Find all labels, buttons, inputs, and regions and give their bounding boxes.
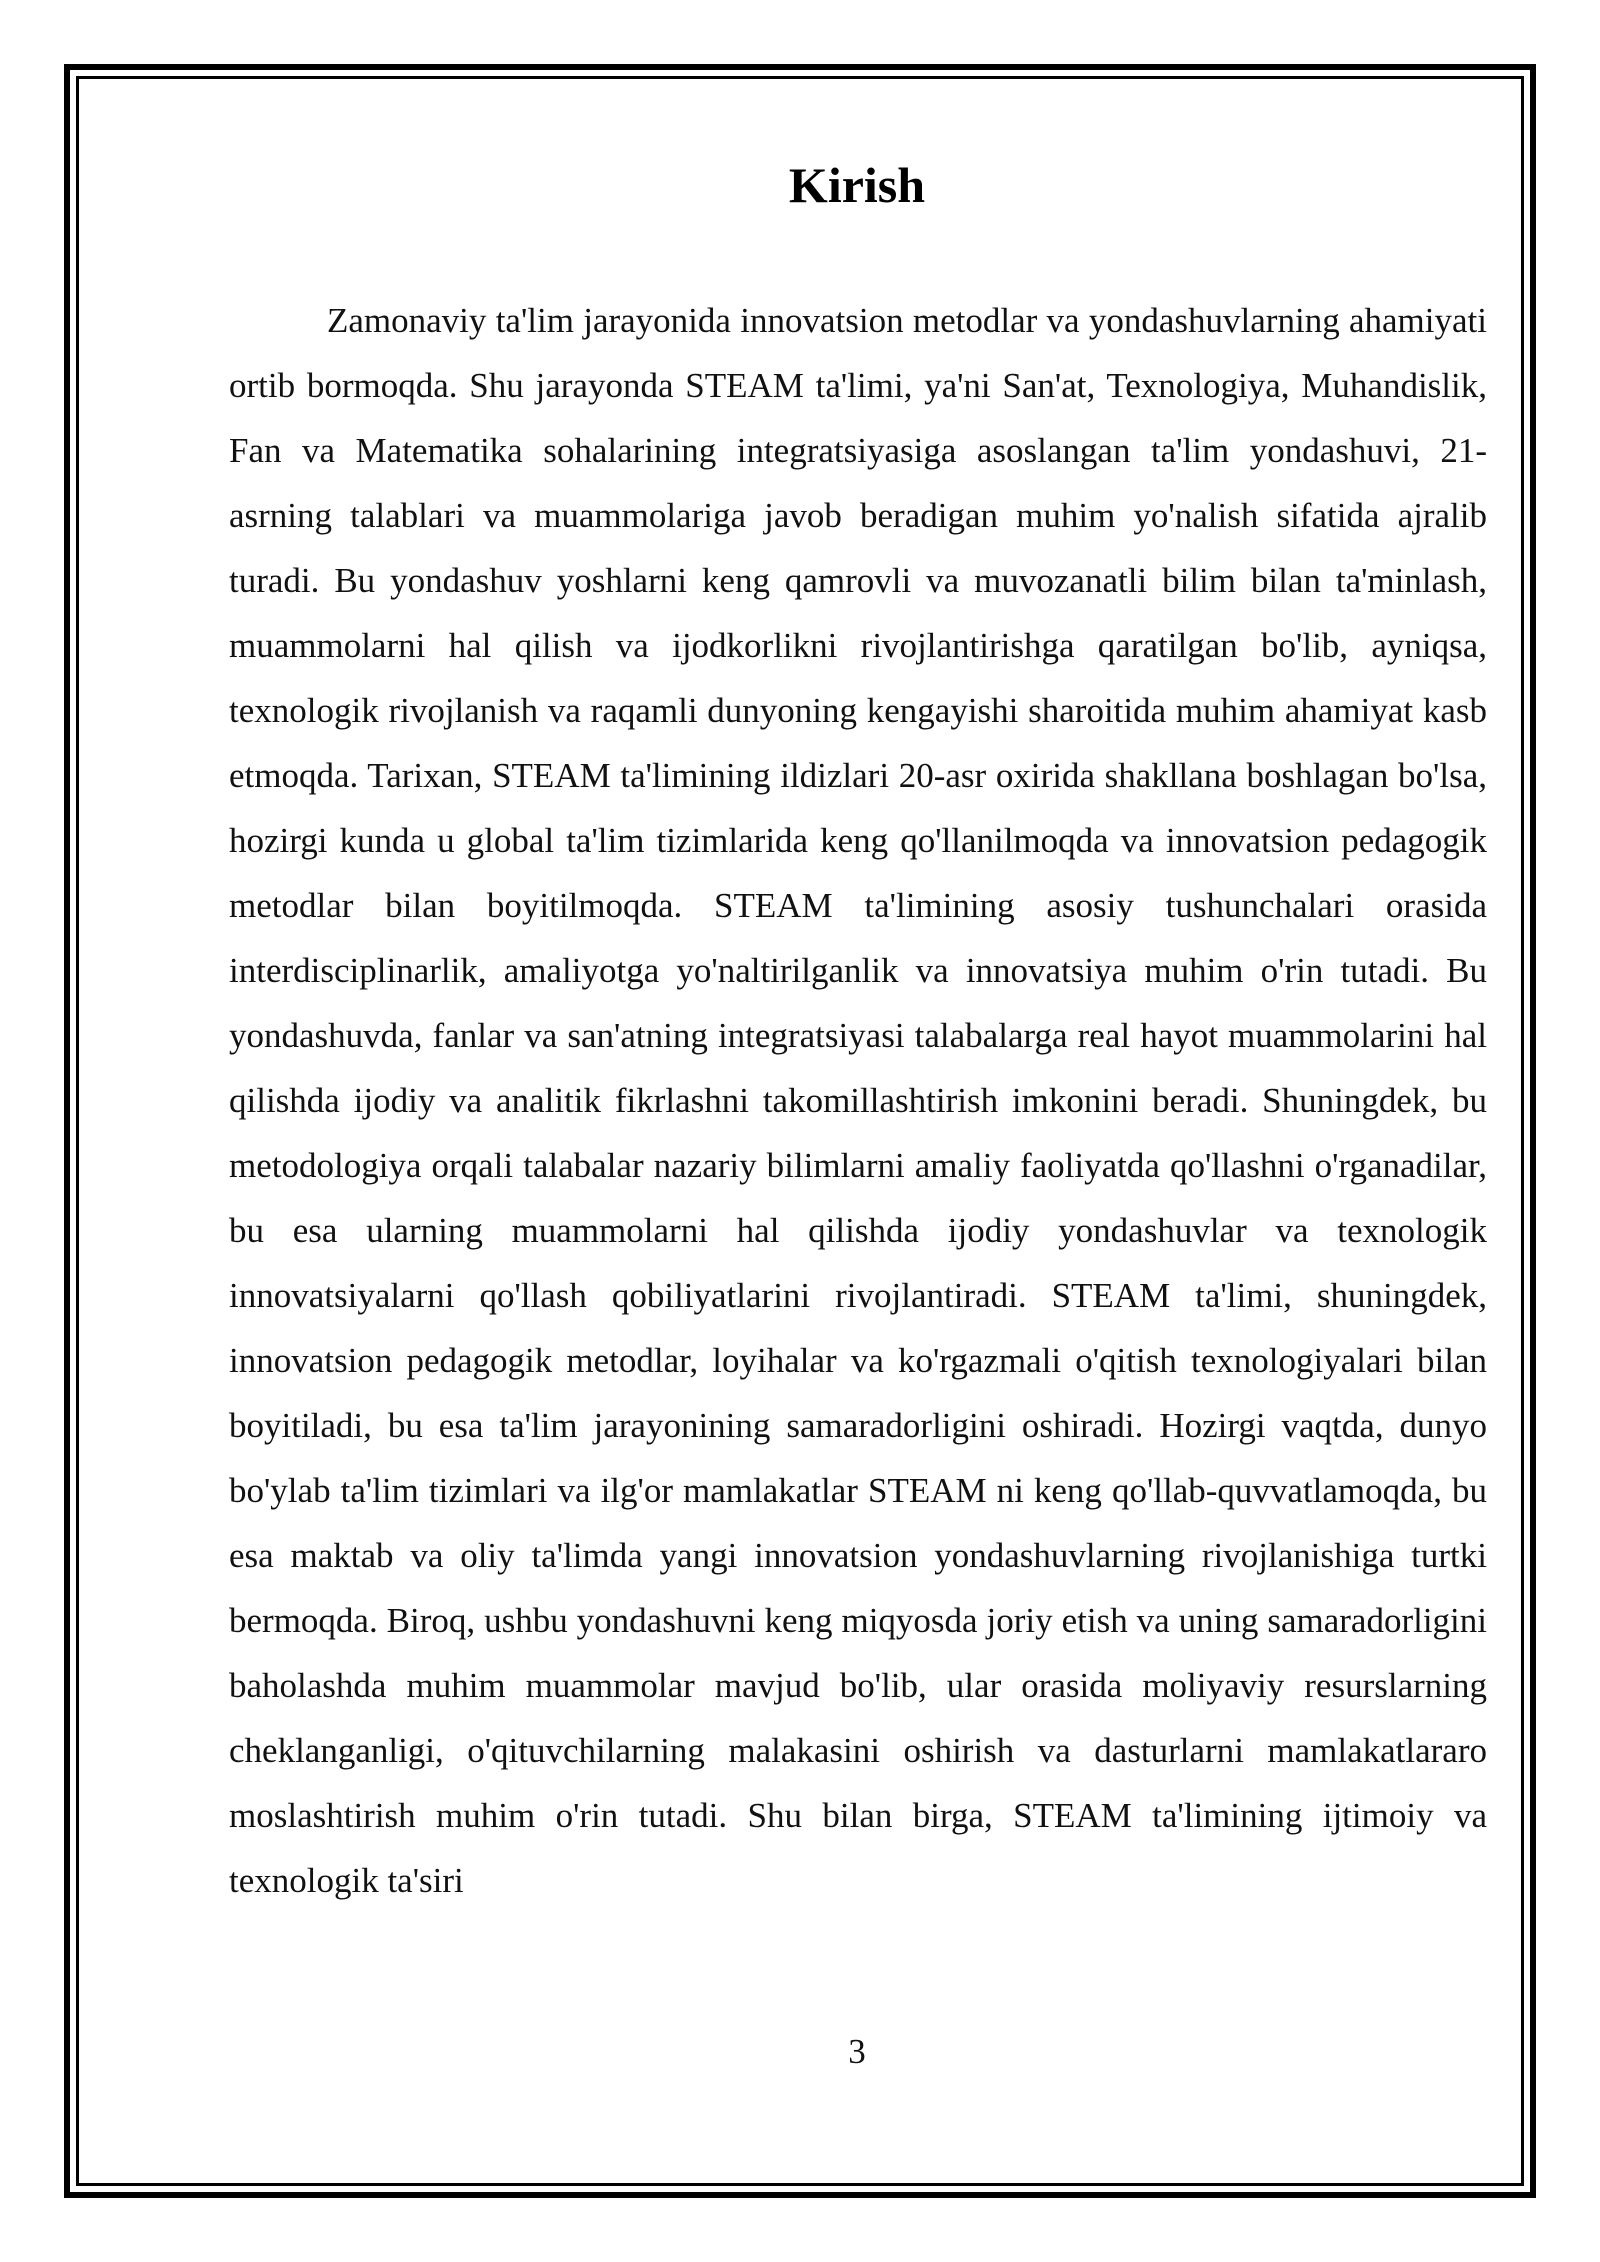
page-title: Kirish	[788, 157, 926, 213]
page-number: 3	[848, 2032, 866, 2071]
body-paragraph: Zamonaviy ta'lim jarayonida innovatsion metodlar va yondashuvlarning ahamiyati ortib bormoqda. Shu jarayonda STEAM ta'limi, ya'ni San'at, Texnologiya, Muhandislik, Fan va Matematika sohalarining integratsiyasiga asoslangan ta'lim yondashuvi, 21-asrning talablari va muammolariga javob beradigan muhim yo'nalish sifatida ajralib turadi. Bu yondashuv yoshlarni keng qamrovli va muvozanatli bilim bilan ta'minlash, muammolarni hal qilish va ijodkorlikni rivojlantirishga qaratilgan bo'lib, ayniqsa, texnologik rivojlanish va raqamli dunyoning kengayishi sharoitida muhim ahamiyat kasb etmoqda. Tarixan, STEAM ta'limining ildizlari 20-asr oxirida shakllana boshlagan bo'lsa, hozirgi kunda u global ta'lim tizimlarida keng qo'llanilmoqda va innovatsion pedagogik metodlar bilan boyitilmoqda. STEAM ta'limining asosiy tushunchalari orasida interdisciplinarlik, amaliyotga yo'naltirilganlik va innovatsiya muhim o'rin tutadi. Bu yondashuvda, fanlar va san'atning integratsiyasi talabalarga real hayot muammolarini hal qilishda ijodiy va analitik fikrlashni takomillashtirish imkonini beradi. Shuningdek, bu metodologiya orqali talabalar nazariy bilimlarni amaliy faoliyatda qo'llashni o'rganadilar, bu esa ularning muammolarni hal qilishda ijodiy yondashuvlar va texnologik innovatsiyalarni qo'llash qobiliyatlarini rivojlantiradi. STEAM ta'limi, shuningdek, innovatsion pedagogik metodlar, loyihalar va ko'rgazmali o'qitish texnologiyalari bilan boyitiladi, bu esa ta'lim jarayonining samaradorligini oshiradi. Hozirgi vaqtda, dunyo bo'ylab ta'lim tizimlari va ilg'or mamlakatlar STEAM ni keng qo'llab-quvvatlamoqda, bu esa maktab va oliy ta'limda yangi innovatsion yondashuvlarning rivojlanishiga turtki bermoqda. Biroq, ushbu yondashuvni keng miqyosda joriy etish va uning samaradorligini baholashda muhim muammolar mavjud bo'lib, ular orasida moliyaviy resurslarning cheklanganligi, o'qituvchilarning malakasini oshirish va dasturlarni mamlakatlararo moslashtirish muhim o'rin tutadi. Shu bilan birga, STEAM ta'limining ijtimoiy va texnologik ta'siri	[229, 301, 1487, 1900]
